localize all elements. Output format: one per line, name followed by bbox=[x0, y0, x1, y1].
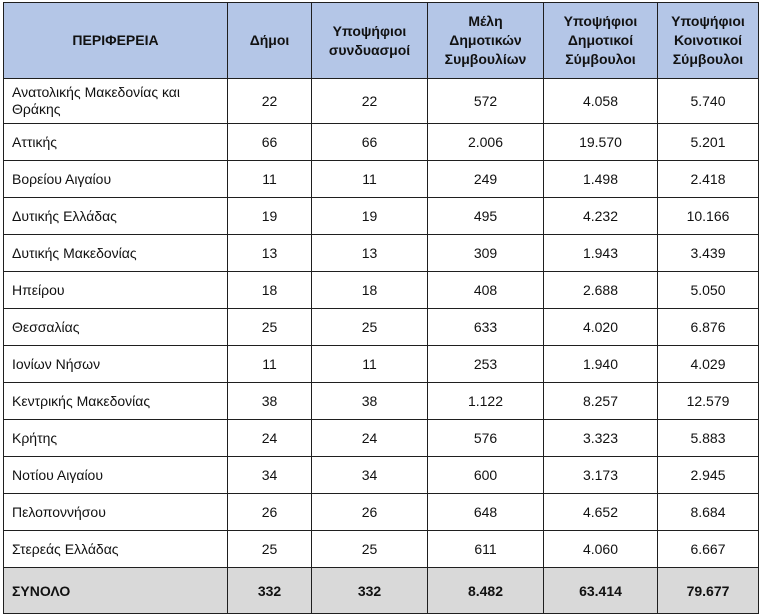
value-cell: 26 bbox=[228, 494, 312, 531]
value-cell: 5.050 bbox=[658, 272, 759, 309]
value-cell: 2.418 bbox=[658, 161, 759, 198]
value-cell: 11 bbox=[312, 346, 428, 383]
value-cell: 24 bbox=[312, 420, 428, 457]
value-cell: 249 bbox=[428, 161, 544, 198]
value-cell: 4.652 bbox=[544, 494, 658, 531]
table-row bbox=[4, 420, 759, 457]
header-cell-community-candidates: Υποψήφιοι Κοινοτικοί Σύμβουλοι bbox=[658, 3, 759, 79]
value-cell: 4.020 bbox=[544, 309, 658, 346]
table-row bbox=[4, 235, 759, 272]
value-cell: 13 bbox=[228, 235, 312, 272]
value-cell: 22 bbox=[312, 79, 428, 124]
region-name-cell: Κρήτης bbox=[4, 420, 228, 457]
region-name-cell: Θεσσαλίας bbox=[4, 309, 228, 346]
value-cell: 25 bbox=[312, 531, 428, 568]
value-cell: 4.029 bbox=[658, 346, 759, 383]
value-cell: 11 bbox=[228, 161, 312, 198]
value-cell: 34 bbox=[312, 457, 428, 494]
value-cell: 1.122 bbox=[428, 383, 544, 420]
value-cell: 8.257 bbox=[544, 383, 658, 420]
value-cell: 8.684 bbox=[658, 494, 759, 531]
region-name-cell: Δυτικής Ελλάδας bbox=[4, 198, 228, 235]
value-cell: 38 bbox=[228, 383, 312, 420]
value-cell: 25 bbox=[228, 309, 312, 346]
table-row bbox=[4, 457, 759, 494]
region-name-cell: Πελοποννήσου bbox=[4, 494, 228, 531]
value-cell: 1.943 bbox=[544, 235, 658, 272]
total-cell: 332 bbox=[312, 568, 428, 614]
value-cell: 10.166 bbox=[658, 198, 759, 235]
value-cell: 2.945 bbox=[658, 457, 759, 494]
value-cell: 19.570 bbox=[544, 124, 658, 161]
value-cell: 66 bbox=[312, 124, 428, 161]
data-table bbox=[3, 2, 759, 614]
table-header bbox=[4, 3, 759, 79]
value-cell: 66 bbox=[228, 124, 312, 161]
value-cell: 309 bbox=[428, 235, 544, 272]
table-row bbox=[4, 383, 759, 420]
region-name-cell: Βορείου Αιγαίου bbox=[4, 161, 228, 198]
value-cell: 13 bbox=[312, 235, 428, 272]
value-cell: 22 bbox=[228, 79, 312, 124]
table-container bbox=[3, 2, 759, 614]
total-label: ΣΥΝΟΛΟ bbox=[4, 568, 228, 614]
total-cell: 332 bbox=[228, 568, 312, 614]
value-cell: 648 bbox=[428, 494, 544, 531]
value-cell: 24 bbox=[228, 420, 312, 457]
table-body bbox=[4, 79, 759, 568]
value-cell: 6.667 bbox=[658, 531, 759, 568]
value-cell: 1.940 bbox=[544, 346, 658, 383]
value-cell: 19 bbox=[312, 198, 428, 235]
region-name-cell: Δυτικής Μακεδονίας bbox=[4, 235, 228, 272]
value-cell: 2.688 bbox=[544, 272, 658, 309]
value-cell: 6.876 bbox=[658, 309, 759, 346]
header-row bbox=[4, 3, 759, 79]
header-cell-candidate-coalitions: Υποψήφιοι συνδυασμοί bbox=[312, 3, 428, 79]
table-row bbox=[4, 531, 759, 568]
value-cell: 5.201 bbox=[658, 124, 759, 161]
total-cell: 79.677 bbox=[658, 568, 759, 614]
region-name-cell: Ανατολικής Μακεδονίας και Θράκης bbox=[4, 79, 228, 124]
value-cell: 11 bbox=[228, 346, 312, 383]
header-cell-council-members: Μέλη Δημοτικών Συμβουλίων bbox=[428, 3, 544, 79]
value-cell: 12.579 bbox=[658, 383, 759, 420]
value-cell: 34 bbox=[228, 457, 312, 494]
value-cell: 26 bbox=[312, 494, 428, 531]
value-cell: 408 bbox=[428, 272, 544, 309]
total-row bbox=[4, 568, 759, 614]
value-cell: 19 bbox=[228, 198, 312, 235]
region-name-cell: Νοτίου Αιγαίου bbox=[4, 457, 228, 494]
table-row bbox=[4, 198, 759, 235]
region-name-cell: Στερεάς Ελλάδας bbox=[4, 531, 228, 568]
region-name-cell: Ιονίων Νήσων bbox=[4, 346, 228, 383]
value-cell: 25 bbox=[312, 309, 428, 346]
table-row bbox=[4, 494, 759, 531]
value-cell: 576 bbox=[428, 420, 544, 457]
total-cell: 8.482 bbox=[428, 568, 544, 614]
header-cell-region: ΠΕΡΙΦΕΡΕΙΑ bbox=[4, 3, 228, 79]
value-cell: 633 bbox=[428, 309, 544, 346]
value-cell: 11 bbox=[312, 161, 428, 198]
value-cell: 4.232 bbox=[544, 198, 658, 235]
value-cell: 3.439 bbox=[658, 235, 759, 272]
header-cell-municipalities: Δήμοι bbox=[228, 3, 312, 79]
region-name-cell: Ηπείρου bbox=[4, 272, 228, 309]
value-cell: 5.740 bbox=[658, 79, 759, 124]
value-cell: 495 bbox=[428, 198, 544, 235]
region-name-cell: Αττικής bbox=[4, 124, 228, 161]
value-cell: 3.323 bbox=[544, 420, 658, 457]
value-cell: 572 bbox=[428, 79, 544, 124]
value-cell: 611 bbox=[428, 531, 544, 568]
total-cell: 63.414 bbox=[544, 568, 658, 614]
region-name-cell: Κεντρικής Μακεδονίας bbox=[4, 383, 228, 420]
value-cell: 4.058 bbox=[544, 79, 658, 124]
value-cell: 253 bbox=[428, 346, 544, 383]
table-row bbox=[4, 79, 759, 124]
table-row bbox=[4, 309, 759, 346]
value-cell: 1.498 bbox=[544, 161, 658, 198]
value-cell: 3.173 bbox=[544, 457, 658, 494]
value-cell: 38 bbox=[312, 383, 428, 420]
table-row bbox=[4, 272, 759, 309]
value-cell: 25 bbox=[228, 531, 312, 568]
value-cell: 2.006 bbox=[428, 124, 544, 161]
value-cell: 5.883 bbox=[658, 420, 759, 457]
table-footer bbox=[4, 568, 759, 614]
value-cell: 18 bbox=[312, 272, 428, 309]
value-cell: 18 bbox=[228, 272, 312, 309]
header-cell-municipal-candidates: Υποψήφιοι Δημοτικοί Σύμβουλοι bbox=[544, 3, 658, 79]
value-cell: 600 bbox=[428, 457, 544, 494]
table-row bbox=[4, 161, 759, 198]
value-cell: 4.060 bbox=[544, 531, 658, 568]
table-row bbox=[4, 124, 759, 161]
table-row bbox=[4, 346, 759, 383]
